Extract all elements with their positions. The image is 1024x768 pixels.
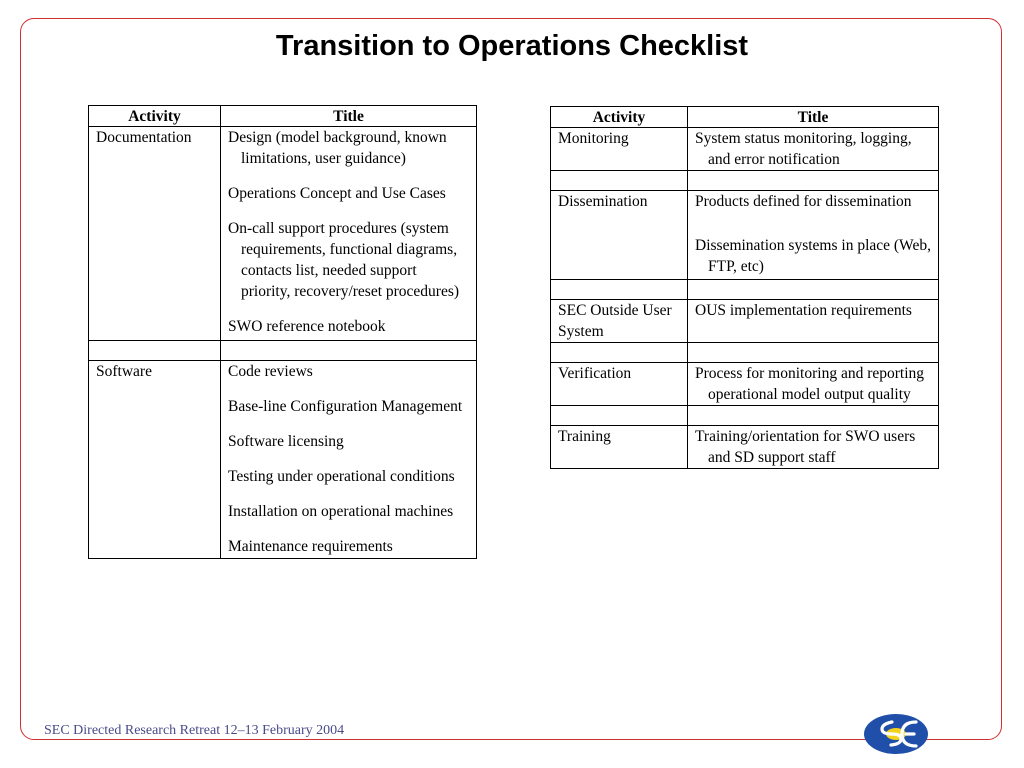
table-header-row	[89, 106, 477, 127]
list-item: SWO reference notebook	[228, 318, 386, 335]
activity-cell: Monitoring	[551, 128, 688, 171]
list-item: Base-line Configuration Management	[228, 398, 463, 415]
table-row	[89, 127, 477, 341]
spacer-row	[551, 280, 939, 300]
list-item: Process for monitoring and reporting operational model output quality	[695, 365, 925, 403]
activity-cell: Dissemination	[551, 191, 688, 280]
right-checklist-table	[550, 106, 939, 469]
list-item: Code reviews	[228, 363, 313, 380]
header-title: Title	[221, 106, 477, 127]
list-item: Dissemination systems in place (Web, FTP, etc)	[695, 237, 931, 275]
list-item: OUS implementation requirements	[695, 302, 912, 319]
title-cell	[688, 300, 939, 343]
sec-logo	[862, 712, 930, 756]
title-cell	[221, 127, 477, 341]
list-item: On-call support procedures (system requirements, functional diagrams, contacts list, needed support priority, recovery/reset procedures)	[228, 220, 460, 300]
header-title: Title	[688, 107, 939, 128]
list-item: Design (model background, known limitations, user guidance)	[228, 129, 447, 167]
title-cell	[688, 363, 939, 406]
activity-cell: Software	[89, 361, 221, 559]
table-row	[89, 361, 477, 559]
activity-cell: Documentation	[89, 127, 221, 341]
spacer-row	[89, 341, 477, 361]
header-activity: Activity	[89, 106, 221, 127]
activity-cell: Training	[551, 426, 688, 469]
spacer-row	[551, 406, 939, 426]
title-cell	[688, 426, 939, 469]
slide-title: Transition to Operations Checklist	[275, 30, 749, 62]
table-row	[551, 363, 939, 406]
list-item: Products defined for dissemination	[695, 193, 912, 210]
spacer-row	[551, 343, 939, 363]
activity-cell: SEC Outside User System	[551, 300, 688, 343]
list-item: Training/orientation for SWO users and SD support staff	[695, 428, 916, 466]
list-item: Testing under operational conditions	[228, 468, 455, 485]
activity-cell: Verification	[551, 363, 688, 406]
list-item: Software licensing	[228, 433, 344, 450]
title-cell	[221, 361, 477, 559]
table-header-row	[551, 107, 939, 128]
title-cell	[688, 128, 939, 171]
table-row	[551, 191, 939, 280]
list-item: Operations Concept and Use Cases	[228, 185, 446, 202]
sec-logo-icon	[862, 712, 930, 756]
list-item: Installation on operational machines	[228, 503, 454, 520]
left-checklist-table	[88, 105, 477, 559]
table-row	[551, 128, 939, 171]
list-item: System status monitoring, logging, and error notification	[695, 130, 912, 168]
header-activity: Activity	[551, 107, 688, 128]
title-cell	[688, 191, 939, 280]
table-row	[551, 300, 939, 343]
spacer-row	[551, 171, 939, 191]
footer-text: SEC Directed Research Retreat 12–13 February 2004	[44, 723, 345, 738]
table-row	[551, 426, 939, 469]
list-item: Maintenance requirements	[228, 538, 393, 555]
